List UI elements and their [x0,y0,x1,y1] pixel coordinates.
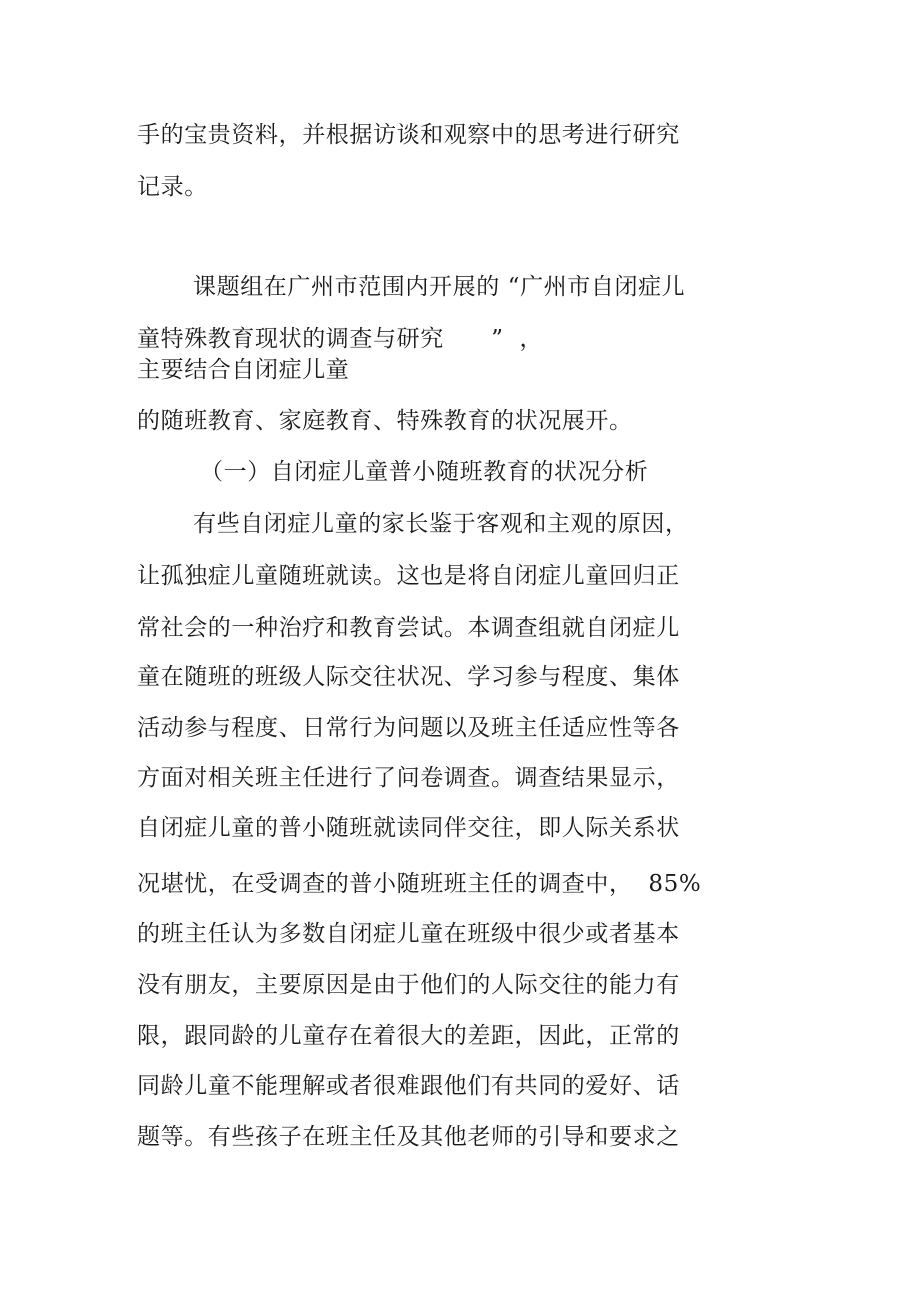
text-line: 没有朋友，主要原因是由于他们的人际交往的能力有 [137,972,680,998]
text-line: 记录。 [137,174,208,200]
text-line: 同龄儿童不能理解或者很难跟他们有共同的爱好、话 [137,1073,680,1099]
section-heading: （一）自闭症儿童普小随班教育的状况分析 [200,459,649,485]
text-line: 童在随班的班级人际交往状况、学习参与程度、集体 [137,664,680,690]
text-line: 自闭症儿童的普小随班就读同伴交往，即人际关系状 [137,815,680,841]
text-line: 手的宝贵资料，并根据访谈和观察中的思考进行研究 [137,122,680,148]
text-line: 课题组在广州市范围内开展的 “广州市自闭症儿 [193,274,686,300]
text-line: 有些自闭症儿童的家长鉴于客观和主观的原因， [193,511,689,537]
text-line: 让孤独症儿童随班就读。这也是将自闭症儿童回归正 [137,563,680,589]
text-line: 况堪忧，在受调查的普小随班班主任的调查中， 85% [137,871,702,897]
text-line: 的班主任认为多数自闭症儿童在班级中很少或者基本 [137,921,680,947]
text-line: 限，跟同龄的儿童存在着很大的差距，因此，正常的 [137,1023,680,1049]
text-line: 的随班教育、家庭教育、特殊教育的状况展开。 [137,408,633,434]
text-line: 题等。有些孩子在班主任及其他老师的引导和要求之 [137,1124,680,1150]
text-line: 主要结合自闭症儿童 [137,357,350,383]
text-line: 常社会的一种治疗和教育尝试。本调查组就自闭症儿 [137,615,680,641]
text-line: 方面对相关班主任进行了问卷调查。调查结果显示， [137,765,680,791]
text-line: 活动参与程度、日常行为问题以及班主任适应性等各 [137,715,680,741]
text-line: 童特殊教育现状的调查与研究 ” ， [137,326,544,352]
